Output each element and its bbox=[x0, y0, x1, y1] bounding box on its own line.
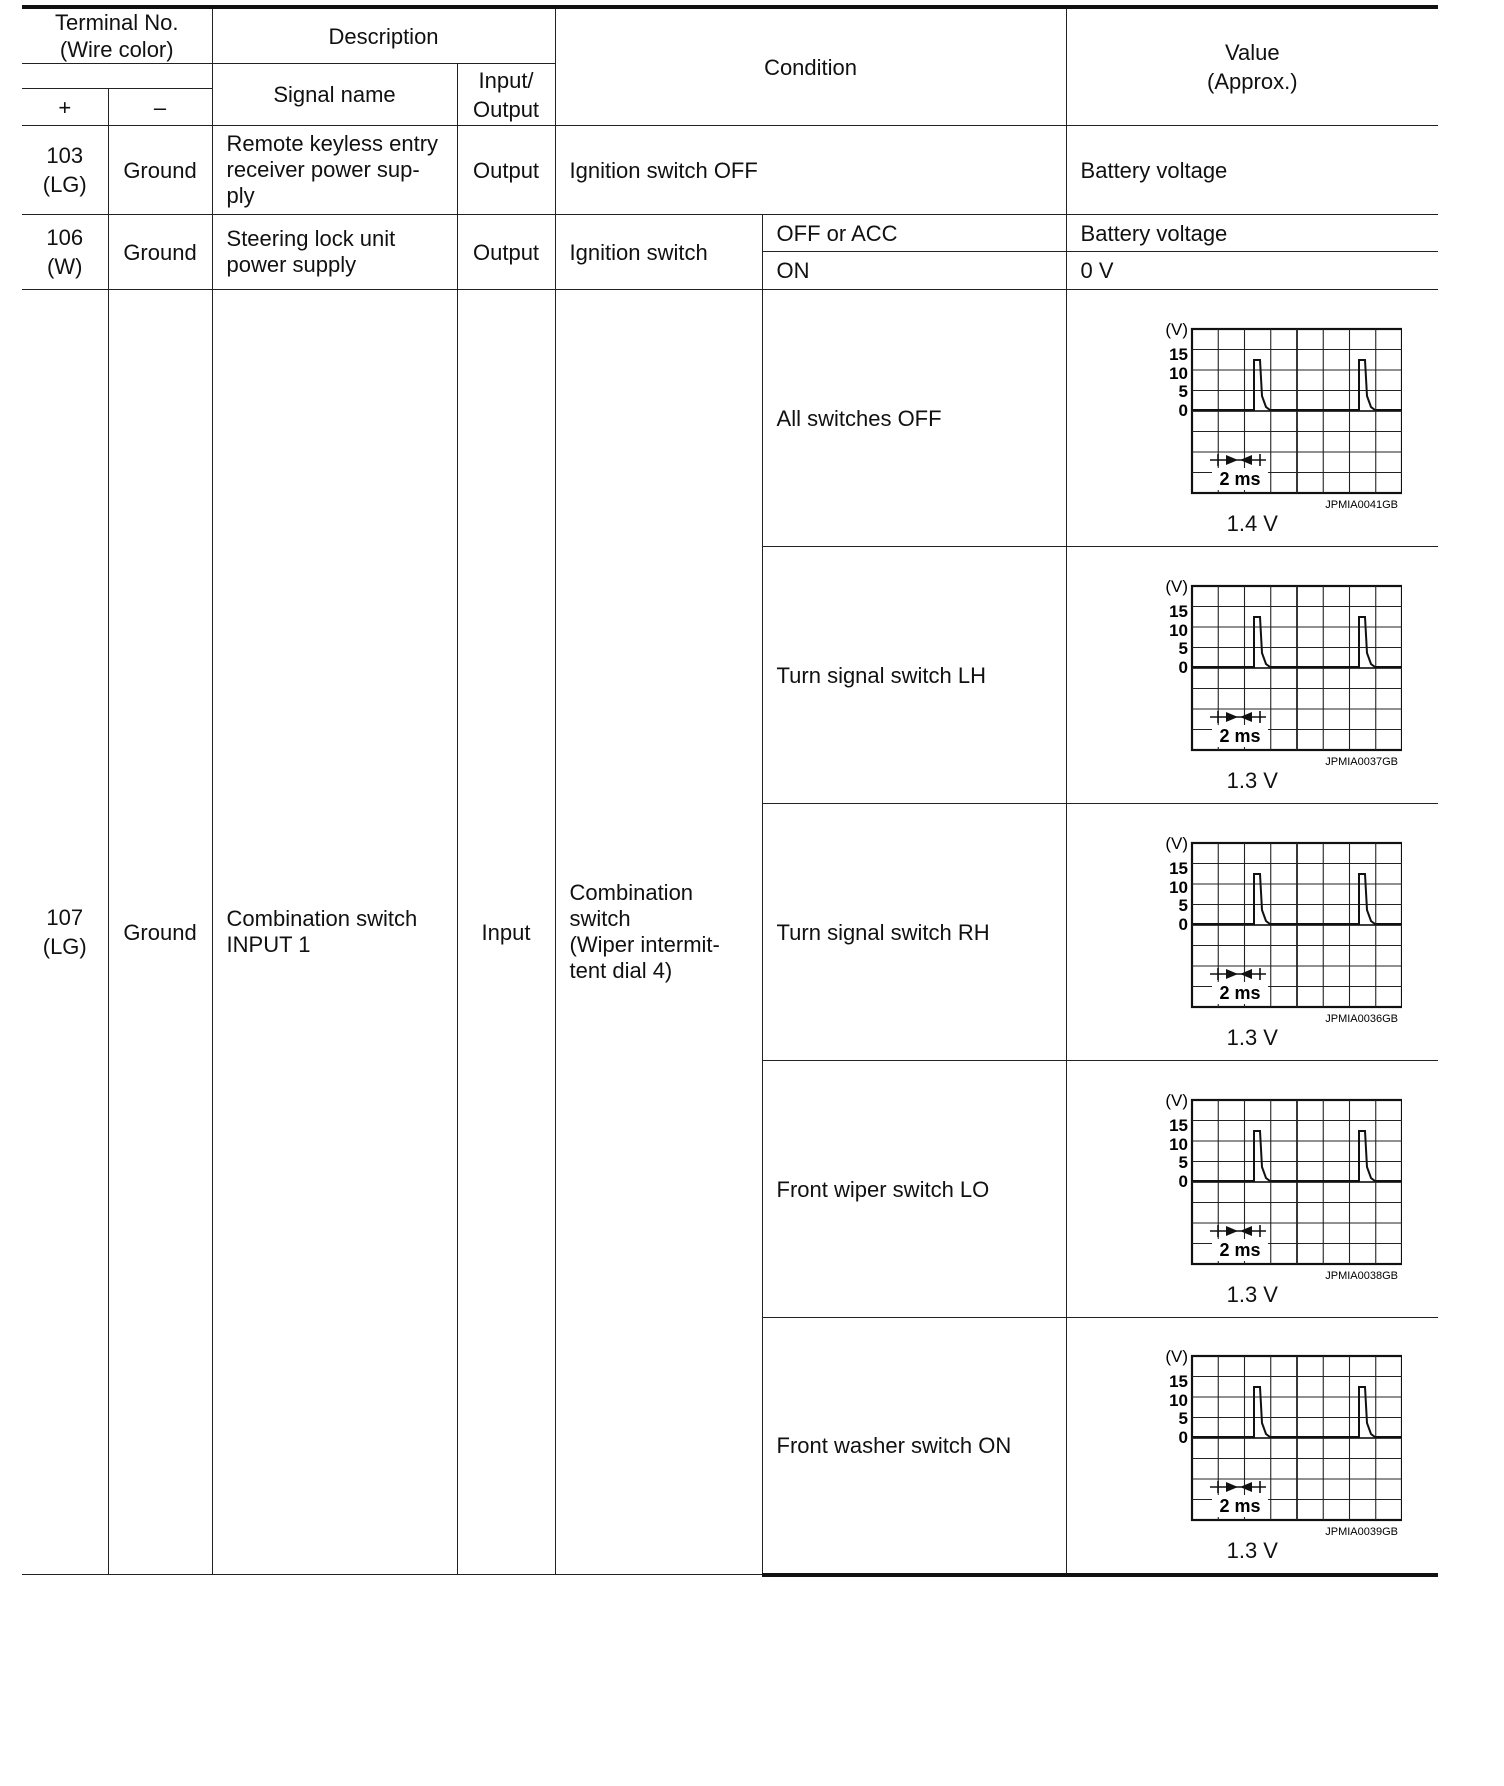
io-header: Input/ Output bbox=[457, 64, 555, 126]
oscilloscope-waveform bbox=[1102, 556, 1402, 768]
signal-cell: Steering lock unit power supply bbox=[212, 215, 457, 290]
signal-name-header: Signal name bbox=[212, 64, 457, 126]
io-cell: Output bbox=[457, 215, 555, 290]
time-scale-label: 2 ms bbox=[1219, 982, 1261, 1003]
time-arrow-icon bbox=[1240, 455, 1252, 465]
terminal-header: Terminal No. (Wire color) bbox=[22, 7, 212, 64]
table-row bbox=[22, 215, 1438, 252]
time-arrow-icon bbox=[1226, 969, 1238, 979]
y-tick-label: 0 bbox=[1178, 1171, 1189, 1191]
voltage-value: 1.4 V bbox=[1226, 510, 1278, 536]
minus-header: – bbox=[108, 89, 212, 126]
y-tick-label: 5 bbox=[1178, 1408, 1189, 1428]
condition-header: Condition bbox=[555, 7, 1066, 126]
sub-condition-cell: Front wiper switch LO bbox=[762, 1061, 1066, 1318]
sub-condition-cell: OFF or ACC bbox=[762, 215, 1066, 252]
value-cell bbox=[1066, 1061, 1438, 1318]
time-arrow-icon bbox=[1226, 1482, 1238, 1492]
time-scale-label: 2 ms bbox=[1219, 1495, 1261, 1516]
value-cell: Battery voltage bbox=[1066, 215, 1438, 252]
value-header: Value (Approx.) bbox=[1066, 7, 1438, 126]
sub-condition-cell: ON bbox=[762, 252, 1066, 290]
time-arrow-icon bbox=[1240, 712, 1252, 722]
signal-cell: Remote keyless entry receiver power sup- ply bbox=[212, 126, 457, 215]
minus-cell: Ground bbox=[108, 126, 212, 215]
y-tick-label: 0 bbox=[1178, 914, 1189, 934]
y-tick-label: 0 bbox=[1178, 657, 1189, 677]
plus-header: + bbox=[22, 89, 108, 126]
y-tick-label: 15 bbox=[1169, 1115, 1189, 1135]
voltage-value: 1.3 V bbox=[1226, 767, 1278, 793]
condition-cell: Ignition switch bbox=[555, 215, 762, 290]
table-header bbox=[22, 7, 1438, 126]
value-cell: 0 V bbox=[1066, 252, 1438, 290]
figure-id: JPMIA0041GB bbox=[1325, 498, 1399, 511]
terminal-header-spacer bbox=[22, 64, 212, 89]
terminal-cell: 106 (W) bbox=[22, 215, 108, 290]
signal-cell: Combination switch INPUT 1 bbox=[212, 290, 457, 1575]
value-cell bbox=[1066, 290, 1438, 547]
figure-id: JPMIA0036GB bbox=[1325, 1012, 1399, 1025]
table-row bbox=[22, 290, 1438, 547]
oscilloscope-waveform bbox=[1102, 1070, 1402, 1282]
figure-id: JPMIA0037GB bbox=[1325, 755, 1399, 768]
terminal-cell: 103 (LG) bbox=[22, 126, 108, 215]
value-cell bbox=[1066, 547, 1438, 804]
y-tick-label: 0 bbox=[1178, 1427, 1189, 1447]
y-tick-label: 10 bbox=[1169, 363, 1189, 383]
io-cell: Input bbox=[457, 290, 555, 1575]
value-cell bbox=[1066, 1318, 1438, 1575]
figure-id: JPMIA0038GB bbox=[1325, 1269, 1399, 1282]
unit-label: (V) bbox=[1165, 319, 1189, 339]
time-arrow-icon bbox=[1240, 969, 1252, 979]
y-tick-label: 5 bbox=[1178, 895, 1189, 915]
value-cell bbox=[1066, 804, 1438, 1061]
condition-cell: Combination switch (Wiper intermit- tent dial 4) bbox=[555, 290, 762, 1575]
y-tick-label: 0 bbox=[1178, 400, 1189, 420]
time-arrow-icon bbox=[1240, 1226, 1252, 1236]
y-tick-label: 5 bbox=[1178, 381, 1189, 401]
voltage-value: 1.3 V bbox=[1226, 1281, 1278, 1307]
sub-condition-cell: All switches OFF bbox=[762, 290, 1066, 547]
y-tick-label: 10 bbox=[1169, 1134, 1189, 1154]
terminal-cell: 107 (LG) bbox=[22, 290, 108, 1575]
y-tick-label: 15 bbox=[1169, 344, 1189, 364]
unit-label: (V) bbox=[1165, 576, 1189, 596]
voltage-value: 1.3 V bbox=[1226, 1024, 1278, 1050]
time-scale-label: 2 ms bbox=[1219, 1239, 1261, 1260]
y-tick-label: 5 bbox=[1178, 1152, 1189, 1172]
oscilloscope-waveform bbox=[1102, 1326, 1402, 1538]
y-tick-label: 15 bbox=[1169, 1371, 1189, 1391]
figure-id: JPMIA0039GB bbox=[1325, 1525, 1399, 1538]
time-arrow-icon bbox=[1240, 1482, 1252, 1492]
unit-label: (V) bbox=[1165, 1090, 1189, 1110]
sub-condition-cell: Front washer switch ON bbox=[762, 1318, 1066, 1575]
y-tick-label: 10 bbox=[1169, 620, 1189, 640]
oscilloscope-waveform bbox=[1102, 813, 1402, 1025]
table-row bbox=[22, 126, 1438, 215]
minus-cell: Ground bbox=[108, 290, 212, 1575]
y-tick-label: 15 bbox=[1169, 858, 1189, 878]
time-arrow-icon bbox=[1226, 455, 1238, 465]
y-tick-label: 5 bbox=[1178, 638, 1189, 658]
voltage-value: 1.3 V bbox=[1226, 1537, 1278, 1563]
sub-condition-cell: Turn signal switch LH bbox=[762, 547, 1066, 804]
io-cell: Output bbox=[457, 126, 555, 215]
unit-label: (V) bbox=[1165, 1346, 1189, 1366]
unit-label: (V) bbox=[1165, 833, 1189, 853]
time-scale-label: 2 ms bbox=[1219, 468, 1261, 489]
description-header: Description bbox=[212, 7, 555, 64]
sub-condition-cell: Turn signal switch RH bbox=[762, 804, 1066, 1061]
oscilloscope-waveform bbox=[1102, 299, 1402, 511]
time-arrow-icon bbox=[1226, 712, 1238, 722]
y-tick-label: 10 bbox=[1169, 877, 1189, 897]
minus-cell: Ground bbox=[108, 215, 212, 290]
condition-cell: Ignition switch OFF bbox=[555, 126, 1066, 215]
y-tick-label: 15 bbox=[1169, 601, 1189, 621]
y-tick-label: 10 bbox=[1169, 1390, 1189, 1410]
value-cell: Battery voltage bbox=[1066, 126, 1438, 215]
time-arrow-icon bbox=[1226, 1226, 1238, 1236]
time-scale-label: 2 ms bbox=[1219, 725, 1261, 746]
terminal-spec-table bbox=[22, 5, 1438, 1577]
